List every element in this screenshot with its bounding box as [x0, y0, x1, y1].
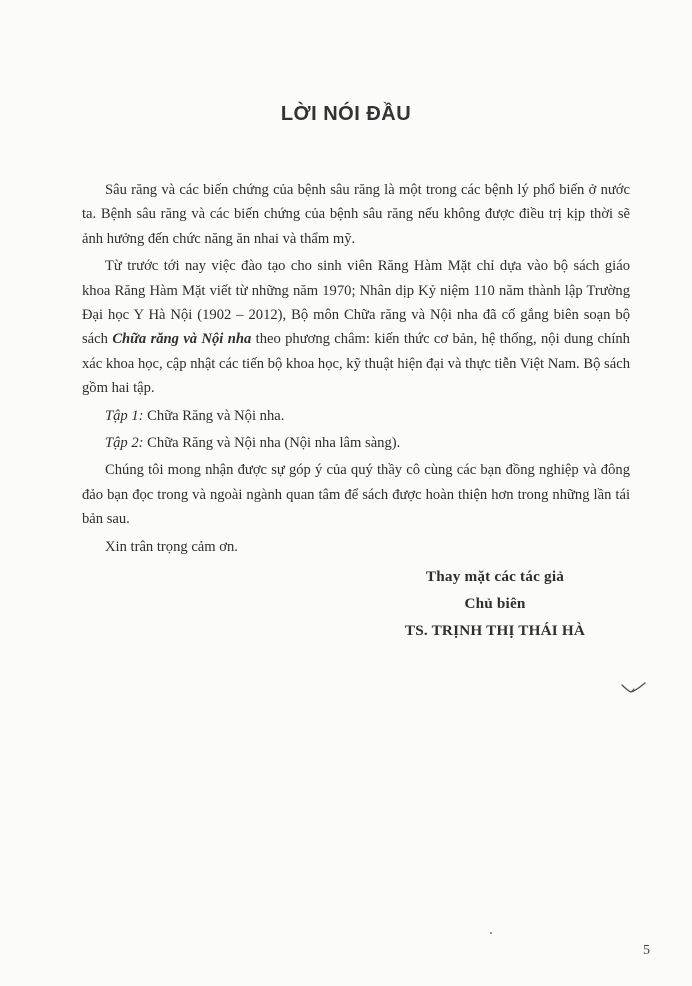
volume-1-label: Tập 1: — [105, 407, 144, 424]
volume-1-title: Chữa Răng và Nội nha. — [143, 407, 285, 424]
paragraph-thanks: Xin trân trọng cảm ơn. — [105, 538, 238, 555]
volume-2-label: Tập 2: — [105, 435, 144, 452]
ink-speck — [490, 932, 492, 934]
pen-mark-icon — [621, 682, 647, 696]
signature-block — [380, 563, 610, 644]
preface-body — [82, 178, 630, 562]
paragraph-history-text-end: theo phương châm: kiến thức cơ bản, hệ thống, nội dung chính xác khoa học, cập nhật các tiến bộ khoa học, kỹ thuật hiện đại và thực tiễn Việt Nam. Bộ sách gồm hai tập. — [82, 331, 630, 397]
signature-role: Thay mặt các tác giả — [425, 568, 565, 585]
volume-2-line — [82, 431, 630, 455]
book-title: Chữa răng và Nội nha — [112, 331, 252, 348]
paragraph-feedback: Chúng tôi mong nhận được sự góp ý của quý thầy cô cùng các bạn đồng nghiệp và đông đảo bạn đọc trong và ngoài ngành quan tâm để sách được hoàn thiện hơn trong những lần tái bản sau. — [82, 462, 630, 528]
page-number: 5 — [643, 943, 650, 958]
signature-title: Chủ biên — [464, 595, 526, 612]
paragraph-intro: Sâu răng và các biến chứng của bệnh sâu răng là một trong các bệnh lý phổ biến ở nước ta. Bệnh sâu răng và các biến chứng của bệnh sâu răng nếu không được điều trị kịp thời sẽ ảnh hưởng đến chức năng ăn nhai và thẩm mỹ. — [82, 182, 630, 247]
author-name: TS. TRỊNH THỊ THÁI HÀ — [404, 622, 586, 639]
volume-2-title: Chữa Răng và Nội nha (Nội nha lâm sàng). — [143, 435, 401, 452]
volume-1-line — [82, 404, 630, 428]
paragraph-history — [82, 254, 630, 400]
paragraph-history-text-start: Từ trước tới nay việc đào tạo cho sinh viên Răng Hàm Mặt chỉ dựa vào bộ sách giáo khoa Răng Hàm Mặt viết từ những năm 1970; Nhân dịp Kỷ niệm 110 năm thành lập Trường Đại học Y Hà Nội (1902 – 2012), Bộ môn Chữa răng và Nội nha đã cố gắng biên soạn bộ sách — [82, 258, 630, 348]
page-title: LỜI NÓI ĐẦU — [280, 103, 412, 125]
